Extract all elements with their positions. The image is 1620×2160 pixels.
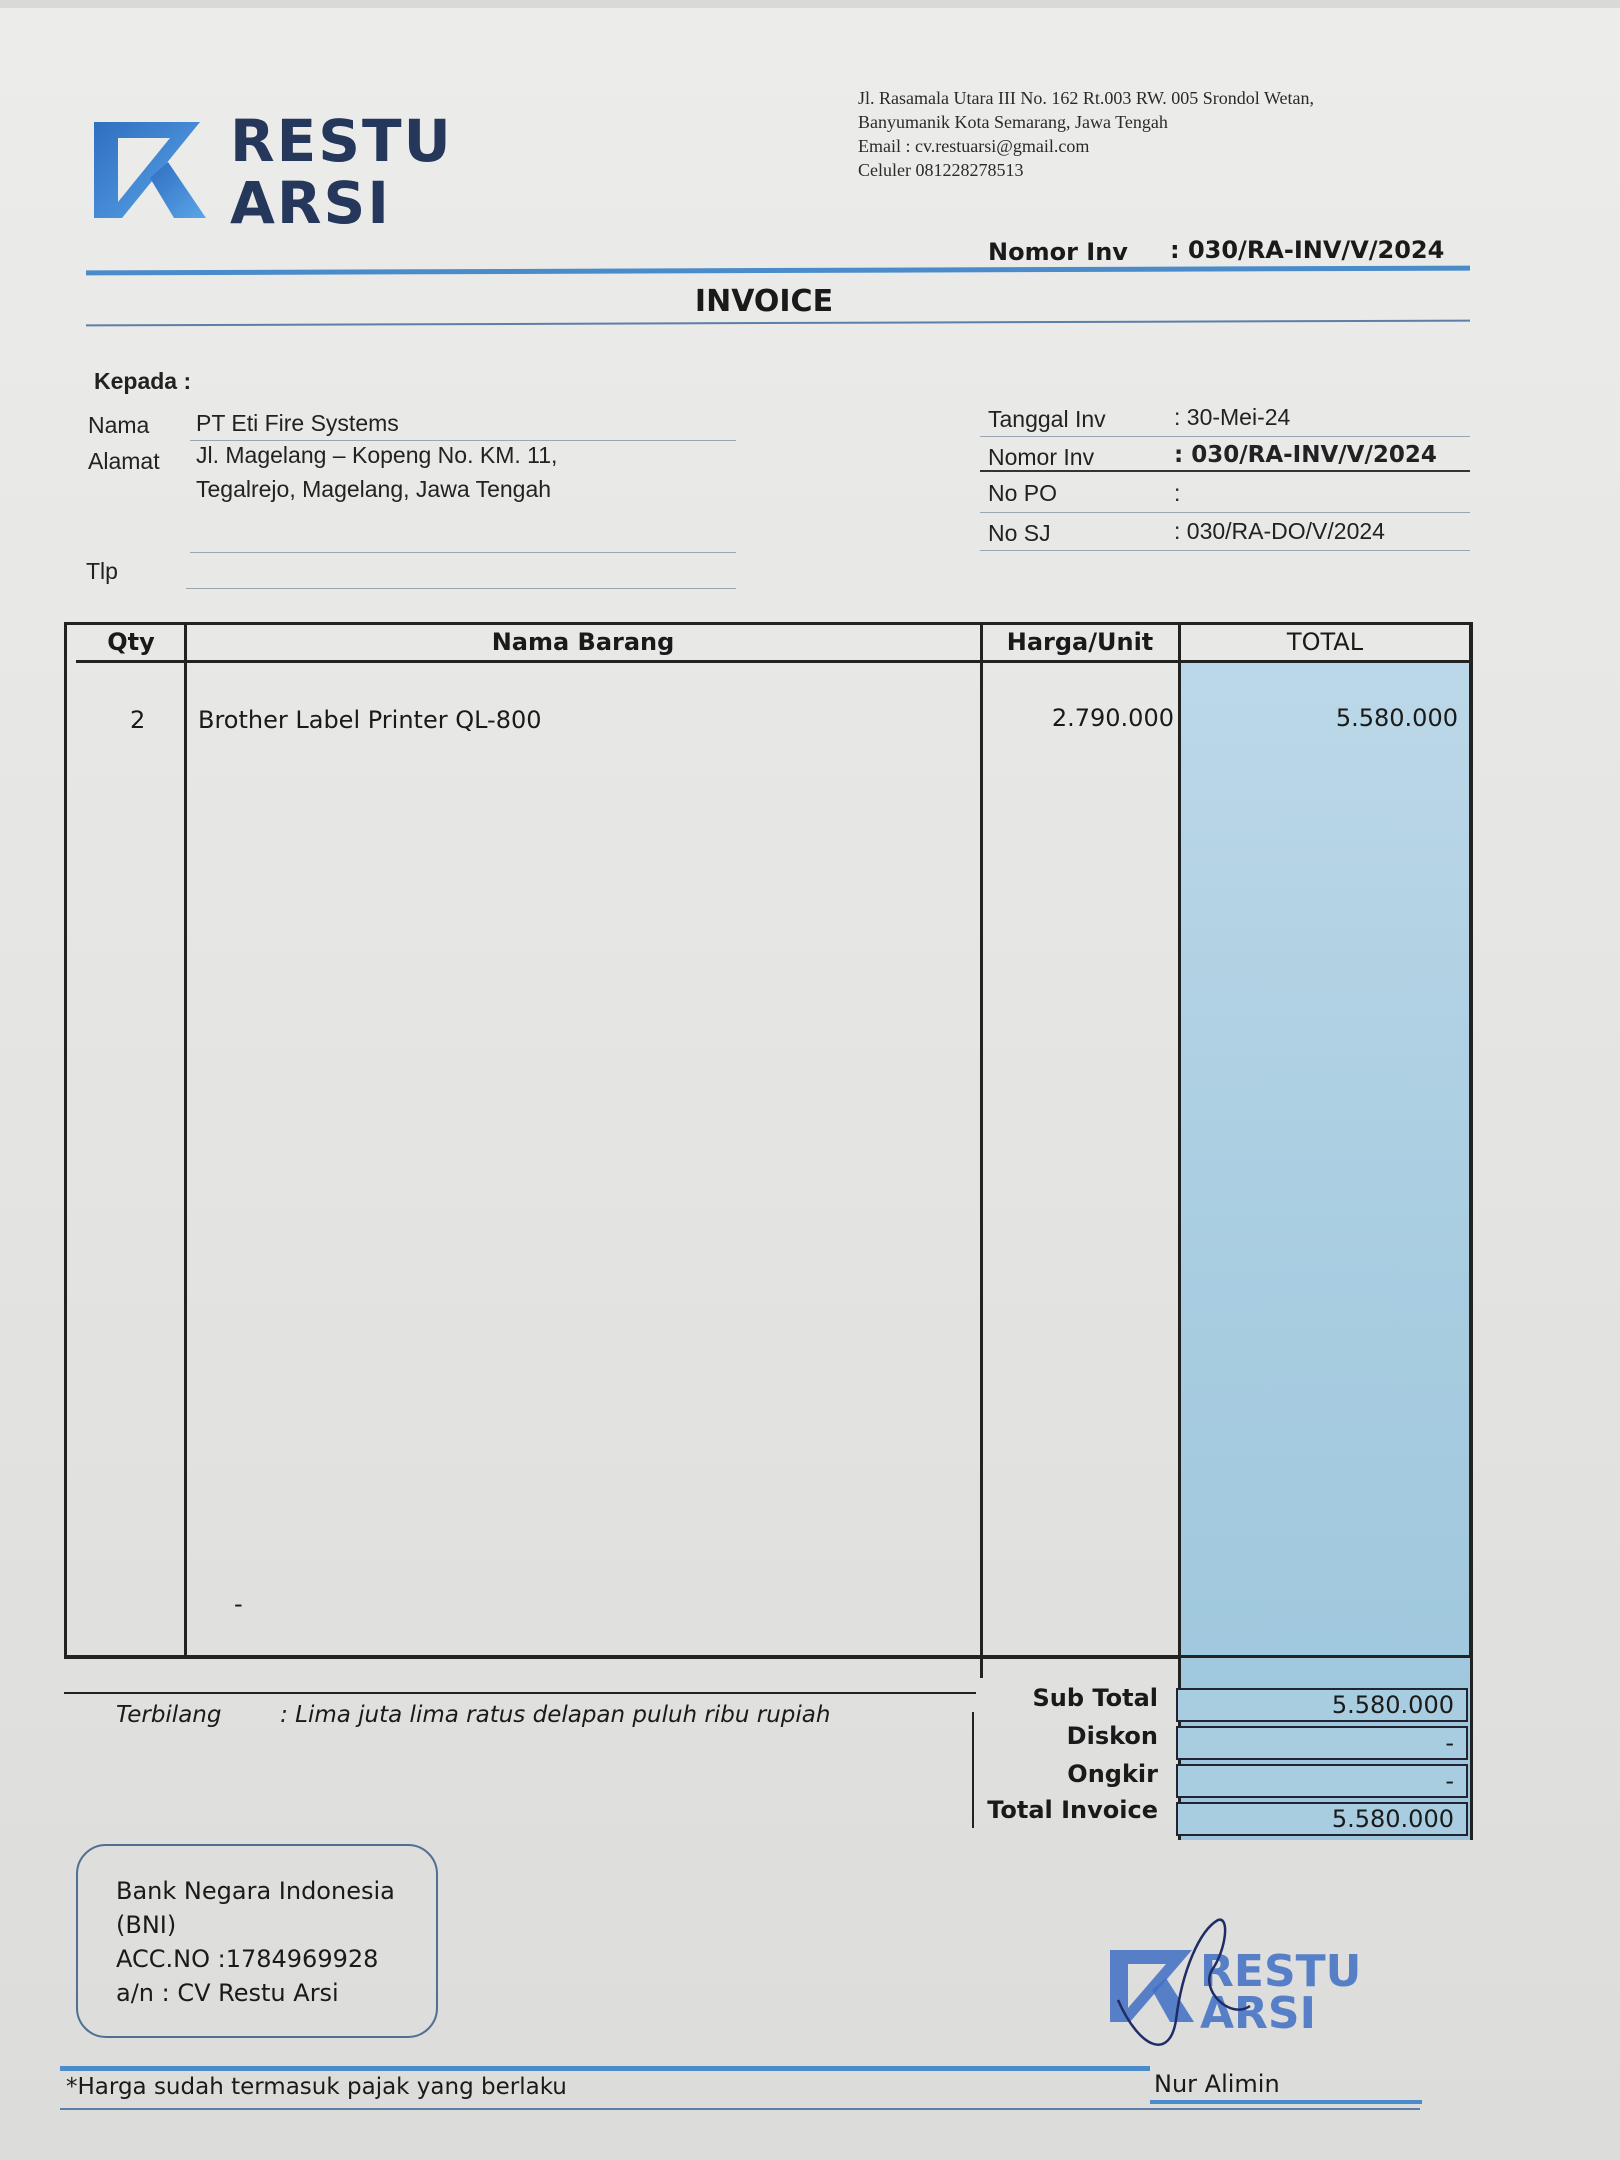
footer-thin-rule (60, 2108, 1420, 2110)
th-qty: Qty (107, 628, 155, 656)
total-col-right-border (1470, 622, 1473, 1840)
tanggal-value: : 30-Mei-24 (1174, 404, 1291, 430)
tax-footnote: *Harga sudah termasuk pajak yang berlaku (66, 2074, 567, 2100)
bank-holder: a/n : CV Restu Arsi (116, 1979, 339, 2007)
row-harga-unit: 2.790.000 (1051, 704, 1174, 732)
terbilang-right-rule (972, 1712, 974, 1828)
alamat-line1: Jl. Magelang – Kopeng No. KM. 11, (196, 442, 558, 468)
sj-label: No SJ (988, 520, 1051, 546)
table-bottom-rule (64, 1656, 1180, 1659)
logo-text-arsi: ARSI (230, 169, 391, 237)
company-info (858, 86, 1418, 182)
sj-underline (980, 550, 1470, 551)
terbilang-label: Terbilang (116, 1702, 222, 1728)
kepada-label: Kepada : (94, 368, 192, 394)
items-table (64, 622, 1472, 1658)
row-qty: 2 (130, 706, 146, 734)
tlp-underline (186, 588, 736, 589)
nama-underline (190, 440, 736, 441)
alamat-label: Alamat (88, 448, 160, 474)
stamp-signature-icon (1100, 1910, 1360, 2060)
meta-nomor-label: Nomor Inv (988, 444, 1095, 470)
stamp-text-restu: RESTU (1200, 1946, 1360, 1997)
ongkir-label: Ongkir (1067, 1760, 1158, 1788)
signature-rule (1150, 2100, 1422, 2104)
th-total: TOTAL (1286, 628, 1364, 656)
tlp-label: Tlp (86, 558, 118, 584)
footer-rule (60, 2066, 1150, 2071)
total-invoice-label: Total Invoice (987, 1796, 1158, 1824)
signer-name: Nur Alimin (1154, 2070, 1280, 2098)
terbilang-value: : Lima juta lima ratus delapan puluh ribu rupiah (280, 1702, 831, 1728)
company-logo (88, 107, 468, 240)
bank-info (116, 1874, 395, 2010)
subtotal-value: 5.580.000 (1176, 1688, 1468, 1722)
invoice-title: INVOICE (694, 284, 834, 319)
bank-account: ACC.NO :1784969928 (116, 1945, 379, 1973)
ongkir-value: - (1176, 1764, 1468, 1798)
nama-label: Nama (88, 412, 150, 438)
bank-name: Bank Negara Indonesia (116, 1877, 395, 1905)
row-nama-barang: Brother Label Printer QL-800 (198, 706, 542, 734)
company-stamp (1100, 1910, 1360, 2060)
qty-col-divider (184, 624, 187, 1658)
tanggal-underline (980, 436, 1470, 437)
po-value: : (1174, 480, 1181, 506)
po-label: No PO (988, 480, 1058, 506)
nama-col-divider (980, 624, 983, 1678)
company-address-line2: Banyumanik Kota Semarang, Jawa Tengah (858, 112, 1168, 132)
nama-value: PT Eti Fire Systems (196, 410, 399, 436)
sj-value: : 030/RA-DO/V/2024 (1174, 518, 1385, 544)
th-nama-barang: Nama Barang (491, 628, 675, 656)
diskon-value: - (1176, 1726, 1468, 1760)
terbilang (116, 1702, 830, 1728)
table-header-rule (76, 660, 1472, 663)
alamat-line2: Tegalrejo, Magelang, Jawa Tengah (196, 476, 552, 502)
diskon-label: Diskon (1066, 1722, 1158, 1750)
th-harga-unit: Harga/Unit (1006, 628, 1154, 656)
terbilang-top-rule (64, 1692, 976, 1694)
logo-text-restu: RESTU (230, 107, 453, 175)
header-nomor-label: Nomor Inv (988, 238, 1128, 266)
subtotal-label: Sub Total (1032, 1684, 1158, 1712)
bank-abbr: (BNI) (116, 1911, 177, 1939)
total-invoice-value: 5.580.000 (1176, 1802, 1468, 1836)
logo-mark-icon (88, 114, 212, 226)
company-email: Email : cv.restuarsi@gmail.com (858, 136, 1090, 156)
stray-mark: - (234, 1590, 243, 1618)
header-nomor-value: : 030/RA-INV/V/2024 (1170, 236, 1445, 264)
company-address-line1: Jl. Rasamala Utara III No. 162 Rt.003 RW. 005 Srondol Wetan, (858, 88, 1314, 108)
po-underline (980, 512, 1470, 513)
stamp-text-arsi: ARSI (1200, 1988, 1316, 2039)
meta-nomor-underline (980, 470, 1470, 472)
company-phone: Celuler 081228278513 (858, 160, 1024, 180)
row-total: 5.580.000 (1335, 704, 1458, 732)
alamat-underline (190, 552, 736, 553)
meta-nomor-value: : 030/RA-INV/V/2024 (1174, 442, 1437, 468)
tanggal-label: Tanggal Inv (988, 406, 1106, 432)
